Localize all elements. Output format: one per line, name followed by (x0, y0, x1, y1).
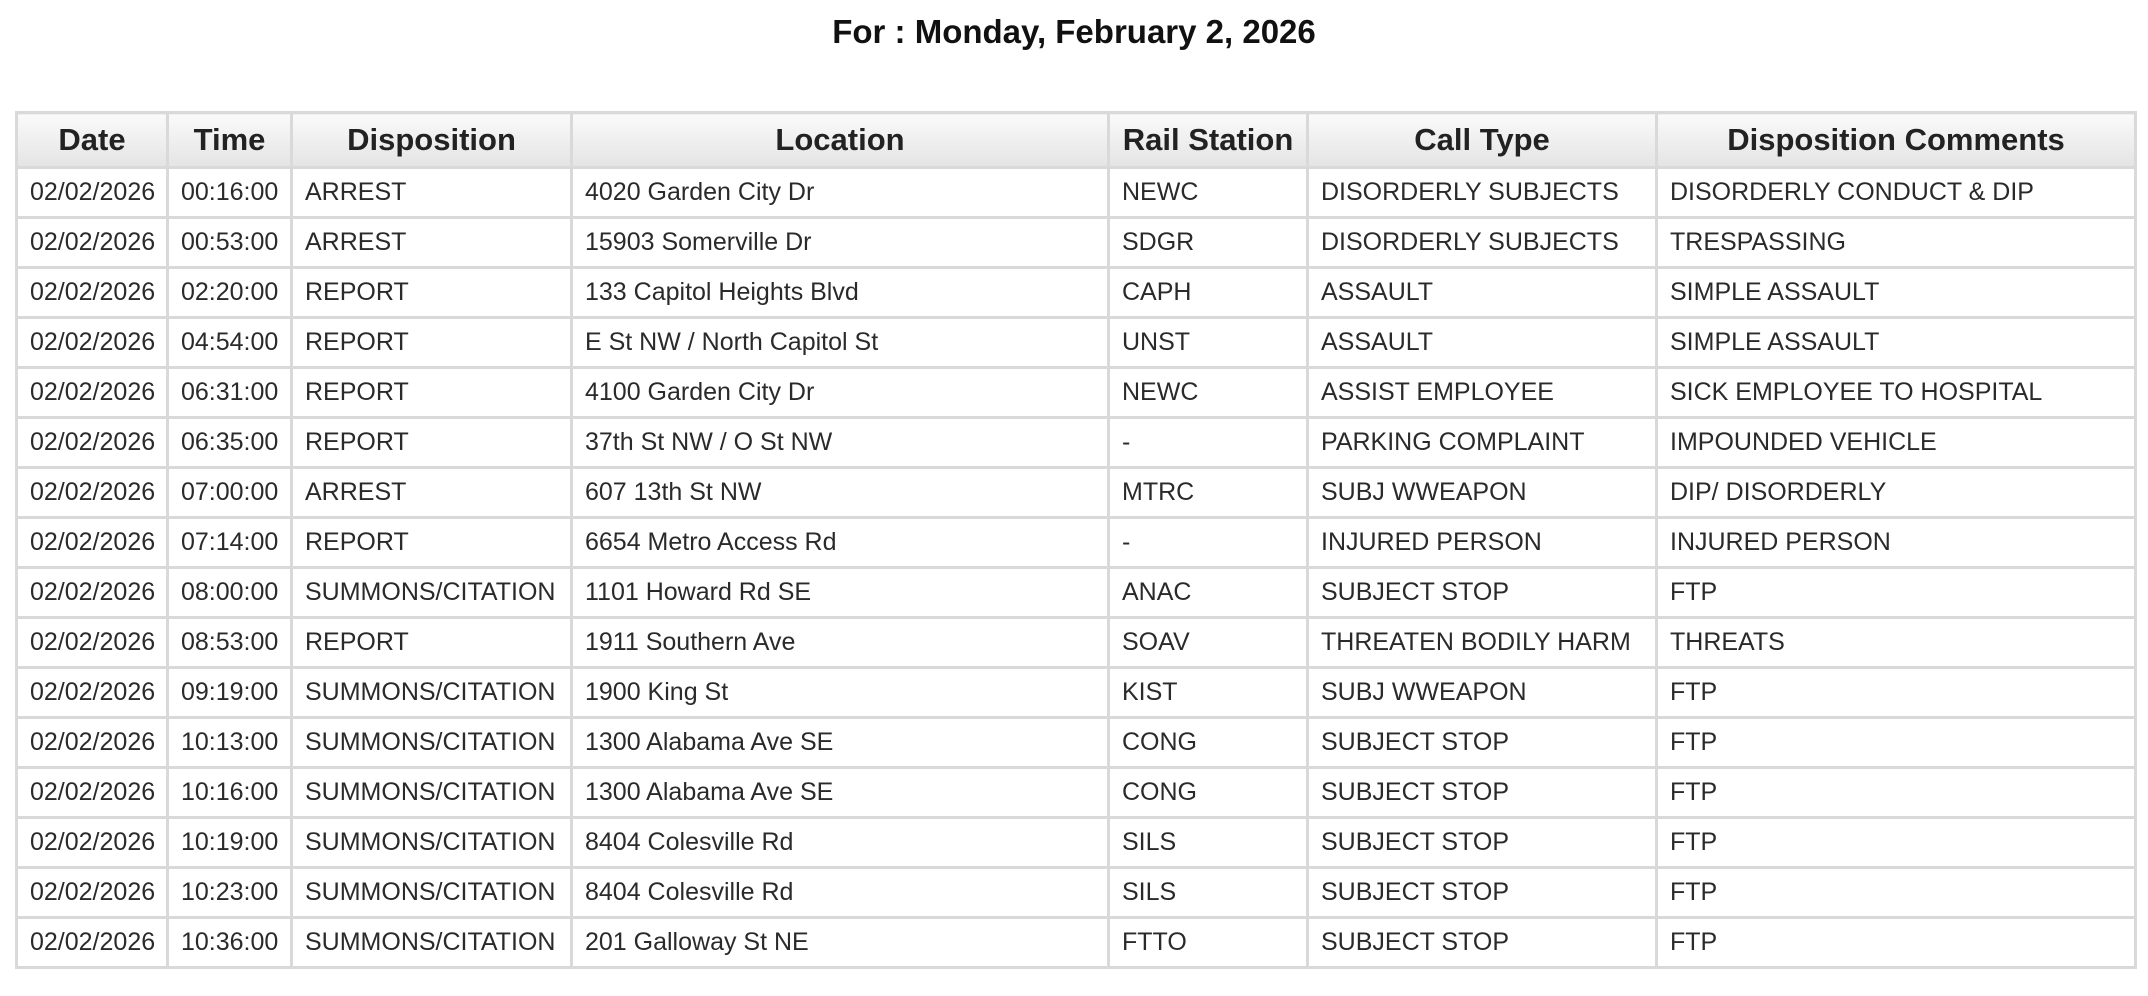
cell-disposition-comments: FTP (1657, 768, 2136, 818)
cell-call-type: ASSIST EMPLOYEE (1308, 368, 1657, 418)
cell-time: 08:53:00 (168, 618, 292, 668)
cell-rail-station: CONG (1109, 718, 1308, 768)
cell-time: 06:31:00 (168, 368, 292, 418)
cell-rail-station: SILS (1109, 868, 1308, 918)
cell-location: E St NW / North Capitol St (572, 318, 1109, 368)
cell-time: 06:35:00 (168, 418, 292, 468)
cell-date: 02/02/2026 (17, 768, 168, 818)
page-title: For : Monday, February 2, 2026 (832, 13, 1316, 50)
cell-disposition: ARREST (292, 168, 572, 218)
column-header-disposition: Disposition (292, 113, 572, 168)
cell-disposition-comments: DIP/ DISORDERLY (1657, 468, 2136, 518)
cell-location: 1300 Alabama Ave SE (572, 768, 1109, 818)
table-row (17, 468, 2136, 518)
cell-call-type: SUBJ WWEAPON (1308, 668, 1657, 718)
cell-disposition: ARREST (292, 468, 572, 518)
cell-rail-station: MTRC (1109, 468, 1308, 518)
table-row (17, 418, 2136, 468)
cell-rail-station: KIST (1109, 668, 1308, 718)
cell-time: 04:54:00 (168, 318, 292, 368)
cell-date: 02/02/2026 (17, 418, 168, 468)
cell-disposition: SUMMONS/CITATION (292, 668, 572, 718)
table-row (17, 268, 2136, 318)
cell-location: 15903 Somerville Dr (572, 218, 1109, 268)
cell-date: 02/02/2026 (17, 468, 168, 518)
table-body (17, 168, 2136, 968)
cell-location: 4100 Garden City Dr (572, 368, 1109, 418)
cell-call-type: INJURED PERSON (1308, 518, 1657, 568)
column-header-rail-station: Rail Station (1109, 113, 1308, 168)
cell-date: 02/02/2026 (17, 918, 168, 968)
cell-rail-station: - (1109, 518, 1308, 568)
cell-time: 10:23:00 (168, 868, 292, 918)
cell-location: 133 Capitol Heights Blvd (572, 268, 1109, 318)
cell-location: 1911 Southern Ave (572, 618, 1109, 668)
cell-disposition: REPORT (292, 418, 572, 468)
cell-date: 02/02/2026 (17, 318, 168, 368)
cell-call-type: SUBJECT STOP (1308, 768, 1657, 818)
cell-call-type: SUBJECT STOP (1308, 818, 1657, 868)
cell-date: 02/02/2026 (17, 518, 168, 568)
table-row (17, 218, 2136, 268)
cell-disposition: SUMMONS/CITATION (292, 718, 572, 768)
cell-rail-station: FTTO (1109, 918, 1308, 968)
cell-rail-station: SILS (1109, 818, 1308, 868)
cell-time: 07:14:00 (168, 518, 292, 568)
cell-date: 02/02/2026 (17, 668, 168, 718)
cell-date: 02/02/2026 (17, 718, 168, 768)
cell-rail-station: NEWC (1109, 168, 1308, 218)
cell-location: 4020 Garden City Dr (572, 168, 1109, 218)
cell-disposition-comments: TRESPASSING (1657, 218, 2136, 268)
cell-disposition-comments: SICK EMPLOYEE TO HOSPITAL (1657, 368, 2136, 418)
cell-disposition-comments: FTP (1657, 568, 2136, 618)
cell-time: 10:19:00 (168, 818, 292, 868)
cell-time: 00:53:00 (168, 218, 292, 268)
cell-rail-station: UNST (1109, 318, 1308, 368)
cell-call-type: ASSAULT (1308, 268, 1657, 318)
table-row (17, 718, 2136, 768)
cell-date: 02/02/2026 (17, 368, 168, 418)
cell-location: 201 Galloway St NE (572, 918, 1109, 968)
cell-disposition-comments: FTP (1657, 868, 2136, 918)
cell-disposition: REPORT (292, 518, 572, 568)
cell-disposition: REPORT (292, 368, 572, 418)
cell-disposition-comments: IMPOUNDED VEHICLE (1657, 418, 2136, 468)
cell-location: 607 13th St NW (572, 468, 1109, 518)
cell-time: 09:19:00 (168, 668, 292, 718)
table-row (17, 768, 2136, 818)
cell-disposition: REPORT (292, 618, 572, 668)
column-header-disposition-comments: Disposition Comments (1657, 113, 2136, 168)
cell-time: 02:20:00 (168, 268, 292, 318)
cell-date: 02/02/2026 (17, 868, 168, 918)
cell-call-type: DISORDERLY SUBJECTS (1308, 218, 1657, 268)
cell-call-type: THREATEN BODILY HARM (1308, 618, 1657, 668)
cell-call-type: SUBJECT STOP (1308, 868, 1657, 918)
cell-rail-station: CONG (1109, 768, 1308, 818)
cell-time: 00:16:00 (168, 168, 292, 218)
cell-call-type: SUBJECT STOP (1308, 568, 1657, 618)
cell-call-type: PARKING COMPLAINT (1308, 418, 1657, 468)
table-row (17, 518, 2136, 568)
table-row (17, 618, 2136, 668)
cell-location: 1900 King St (572, 668, 1109, 718)
cell-location: 8404 Colesville Rd (572, 868, 1109, 918)
cell-call-type: ASSAULT (1308, 318, 1657, 368)
cell-location: 6654 Metro Access Rd (572, 518, 1109, 568)
cell-disposition: ARREST (292, 218, 572, 268)
column-header-date: Date (17, 113, 168, 168)
table-header-row (17, 113, 2136, 168)
cell-date: 02/02/2026 (17, 168, 168, 218)
table-row (17, 918, 2136, 968)
cell-location: 8404 Colesville Rd (572, 818, 1109, 868)
cell-rail-station: SOAV (1109, 618, 1308, 668)
cell-disposition: SUMMONS/CITATION (292, 868, 572, 918)
cell-time: 07:00:00 (168, 468, 292, 518)
cell-call-type: DISORDERLY SUBJECTS (1308, 168, 1657, 218)
cell-location: 37th St NW / O St NW (572, 418, 1109, 468)
cell-date: 02/02/2026 (17, 268, 168, 318)
column-header-call-type: Call Type (1308, 113, 1657, 168)
cell-disposition: REPORT (292, 268, 572, 318)
column-header-time: Time (168, 113, 292, 168)
cell-disposition-comments: SIMPLE ASSAULT (1657, 268, 2136, 318)
cell-call-type: SUBJECT STOP (1308, 918, 1657, 968)
cell-date: 02/02/2026 (17, 618, 168, 668)
cell-location: 1300 Alabama Ave SE (572, 718, 1109, 768)
cell-time: 08:00:00 (168, 568, 292, 618)
cell-disposition-comments: FTP (1657, 918, 2136, 968)
cell-time: 10:36:00 (168, 918, 292, 968)
table-row (17, 368, 2136, 418)
cell-call-type: SUBJ WWEAPON (1308, 468, 1657, 518)
table-row (17, 818, 2136, 868)
cell-rail-station: CAPH (1109, 268, 1308, 318)
cell-disposition-comments: FTP (1657, 718, 2136, 768)
table-row (17, 568, 2136, 618)
column-header-location: Location (572, 113, 1109, 168)
cell-disposition: SUMMONS/CITATION (292, 568, 572, 618)
cell-disposition-comments: INJURED PERSON (1657, 518, 2136, 568)
cell-disposition-comments: FTP (1657, 668, 2136, 718)
table-row (17, 318, 2136, 368)
table-row (17, 168, 2136, 218)
incident-table (15, 111, 2137, 969)
cell-disposition-comments: DISORDERLY CONDUCT & DIP (1657, 168, 2136, 218)
cell-rail-station: - (1109, 418, 1308, 468)
cell-date: 02/02/2026 (17, 218, 168, 268)
cell-rail-station: SDGR (1109, 218, 1308, 268)
cell-disposition: SUMMONS/CITATION (292, 918, 572, 968)
cell-disposition: SUMMONS/CITATION (292, 818, 572, 868)
cell-disposition-comments: THREATS (1657, 618, 2136, 668)
cell-disposition: SUMMONS/CITATION (292, 768, 572, 818)
cell-rail-station: ANAC (1109, 568, 1308, 618)
cell-date: 02/02/2026 (17, 818, 168, 868)
cell-call-type: SUBJECT STOP (1308, 718, 1657, 768)
cell-disposition-comments: FTP (1657, 818, 2136, 868)
cell-time: 10:13:00 (168, 718, 292, 768)
table-row (17, 868, 2136, 918)
cell-location: 1101 Howard Rd SE (572, 568, 1109, 618)
cell-rail-station: NEWC (1109, 368, 1308, 418)
cell-disposition-comments: SIMPLE ASSAULT (1657, 318, 2136, 368)
cell-time: 10:16:00 (168, 768, 292, 818)
table-row (17, 668, 2136, 718)
cell-date: 02/02/2026 (17, 568, 168, 618)
cell-disposition: REPORT (292, 318, 572, 368)
